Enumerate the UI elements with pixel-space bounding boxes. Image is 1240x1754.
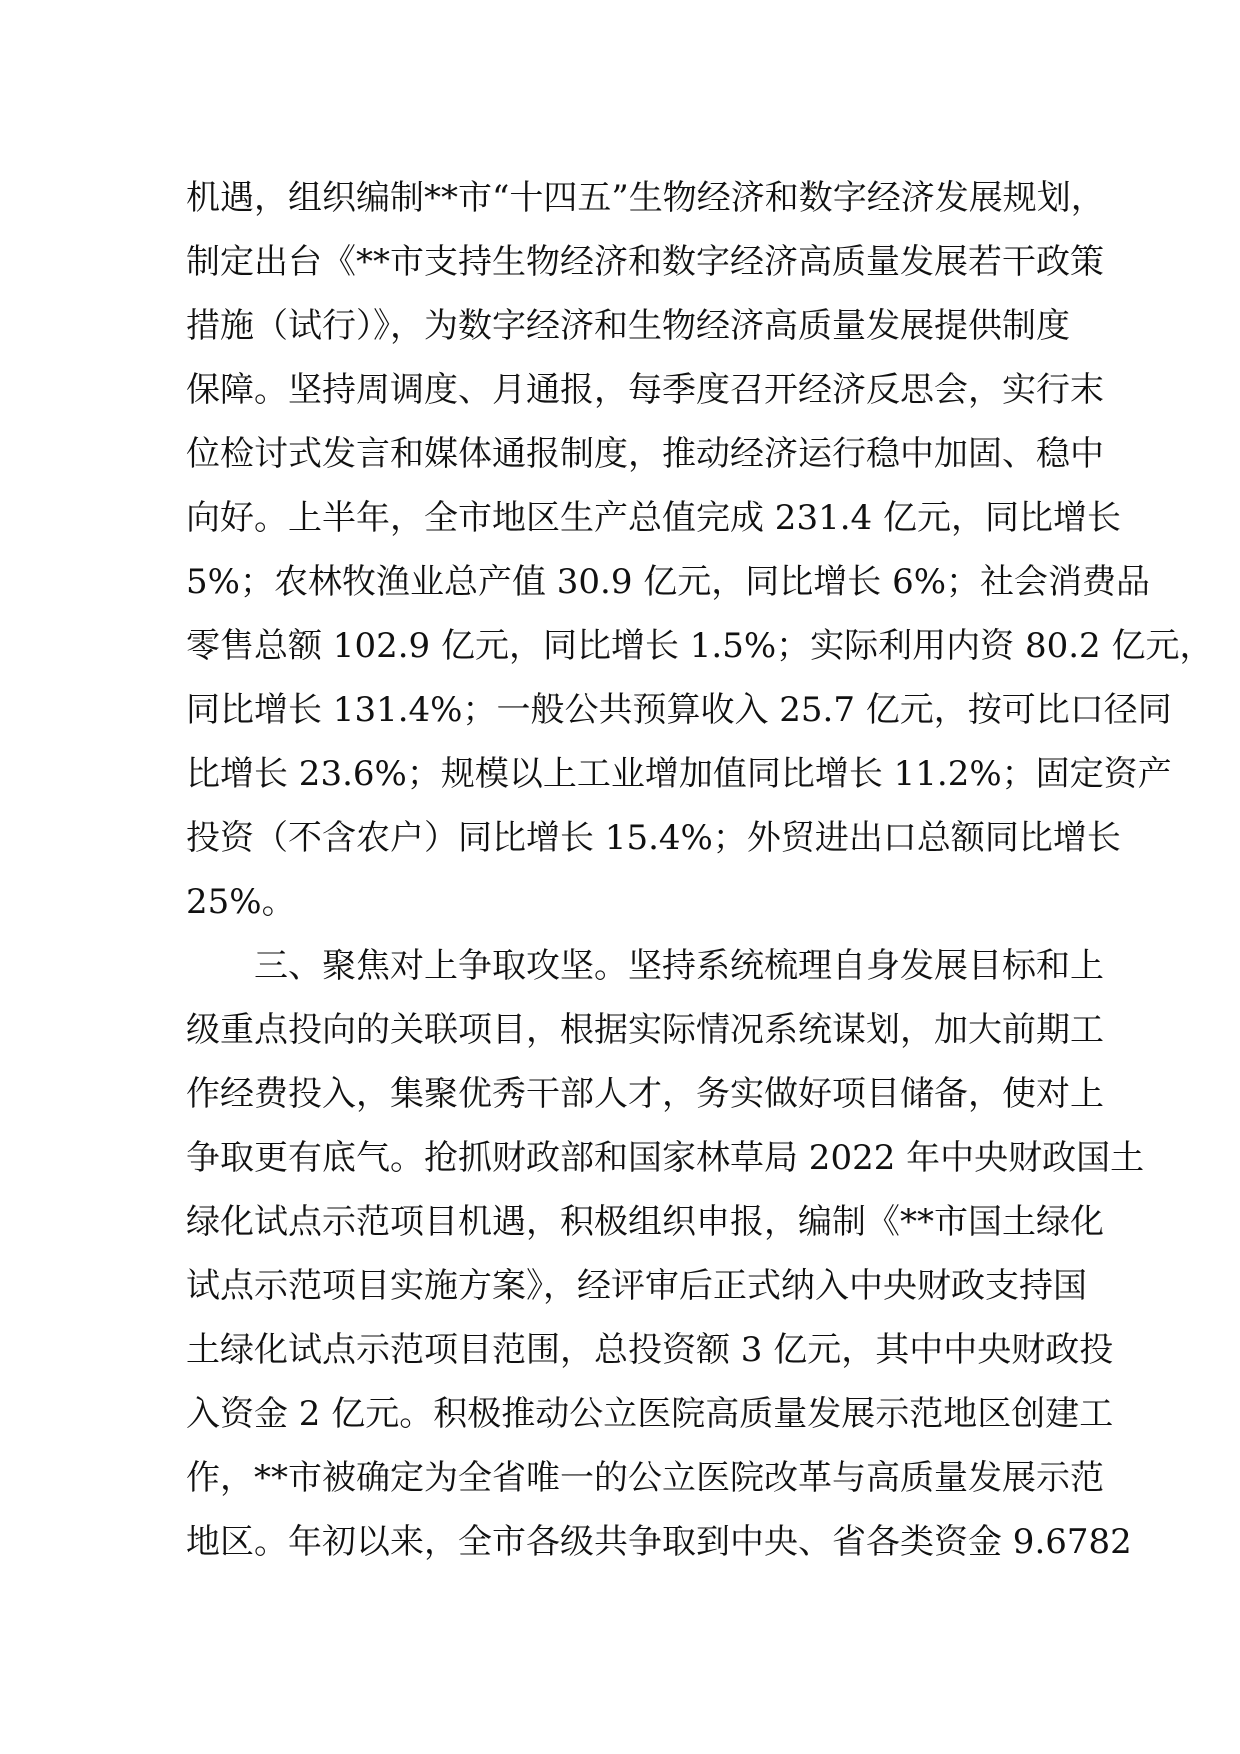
text-line: 级重点投向的关联项目，根据实际情况系统谋划，加大前期工 bbox=[186, 1010, 1104, 1050]
text-line: 作经费投入，集聚优秀干部人才，务实做好项目储备，使对上 bbox=[186, 1074, 1104, 1114]
text-line: 位检讨式发言和媒体通报制度，推动经济运行稳中加固、稳中 bbox=[186, 434, 1104, 474]
text-line: 保障。坚持周调度、月通报，每季度召开经济反思会，实行末 bbox=[186, 370, 1104, 410]
text-line: 绿化试点示范项目机遇，积极组织申报，编制《**市国土绿化 bbox=[186, 1202, 1104, 1242]
text-line: 土绿化试点示范项目范围，总投资额 3 亿元，其中中央财政投 bbox=[186, 1330, 1114, 1370]
text-line: 比增长 23.6%；规模以上工业增加值同比增长 11.2%；固定资产 bbox=[186, 754, 1172, 794]
text-line: 争取更有底气。抢抓财政部和国家林草局 2022 年中央财政国土 bbox=[186, 1138, 1145, 1178]
text-line: 投资（不含农户）同比增长 15.4%；外贸进出口总额同比增长 bbox=[186, 818, 1121, 858]
text-line: 机遇，组织编制**市“十四五”生物经济和数字经济发展规划， bbox=[186, 178, 1105, 218]
paragraph-funding-efforts bbox=[186, 934, 1145, 1574]
text-line: 试点示范项目实施方案》，经评审后正式纳入中央财政支持国 bbox=[186, 1266, 1087, 1306]
text-line: 制定出台《**市支持生物经济和数字经济高质量发展若干政策 bbox=[186, 242, 1104, 282]
text-line: 同比增长 131.4%；一般公共预算收入 25.7 亿元，按可比口径同 bbox=[186, 690, 1172, 730]
text-line: 零售总额 102.9 亿元，同比增长 1.5%；实际利用内资 80.2 亿元， bbox=[186, 626, 1214, 666]
section-heading-line: 三、聚焦对上争取攻坚。坚持系统梳理自身发展目标和上 bbox=[254, 946, 1104, 986]
paragraph-economy-results bbox=[186, 166, 1214, 934]
text-line: 向好。上半年，全市地区生产总值完成 231.4 亿元，同比增长 bbox=[186, 498, 1121, 538]
text-line: 入资金 2 亿元。积极推动公立医院高质量发展示范地区创建工 bbox=[186, 1394, 1114, 1434]
text-line: 25%。 bbox=[186, 882, 296, 922]
text-line: 5%；农林牧渔业总产值 30.9 亿元，同比增长 6%；社会消费品 bbox=[186, 562, 1151, 602]
text-line: 地区。年初以来，全市各级共争取到中央、省各类资金 9.6782 bbox=[186, 1522, 1132, 1562]
text-line: 作，**市被确定为全省唯一的公立医院改革与高质量发展示范 bbox=[186, 1458, 1104, 1498]
text-line: 措施（试行）》，为数字经济和生物经济高质量发展提供制度 bbox=[186, 306, 1070, 346]
